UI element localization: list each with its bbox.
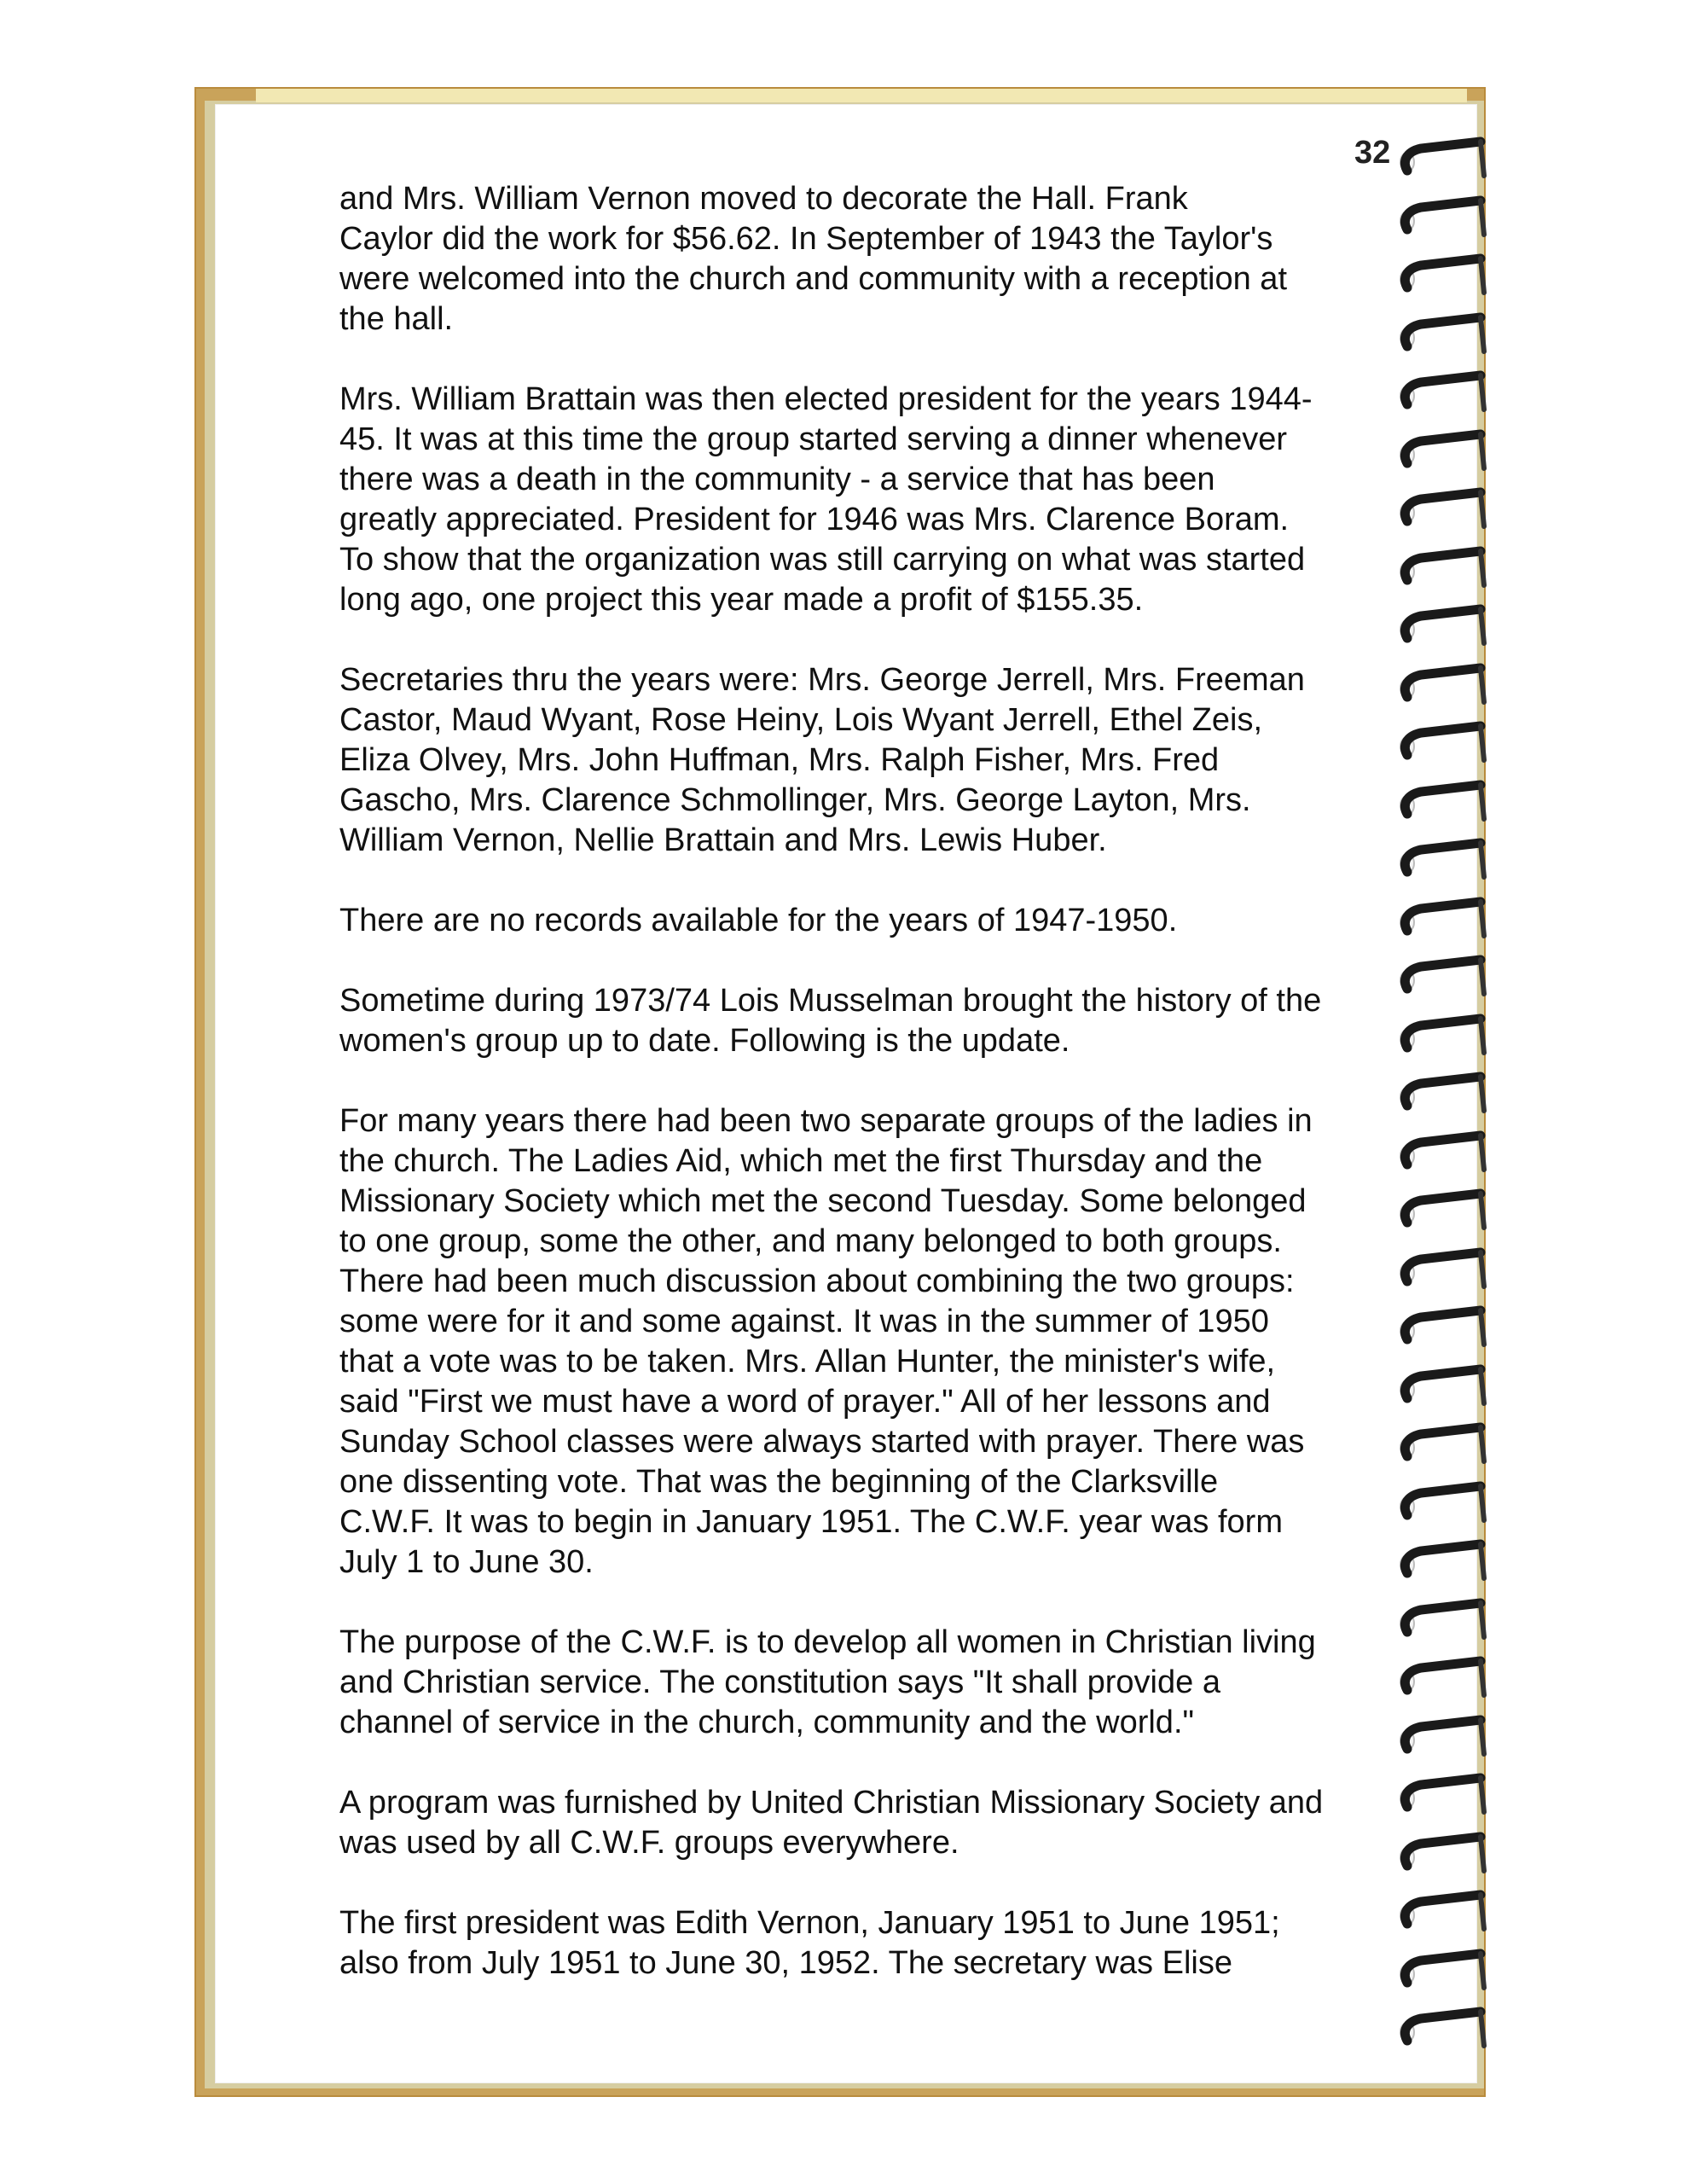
spiral-coil bbox=[1395, 1715, 1489, 1759]
spiral-coil bbox=[1395, 429, 1489, 473]
page-body bbox=[339, 179, 1397, 2024]
paragraph-no-records: There are no records available for the years of 1947-1950. bbox=[339, 903, 1178, 938]
spiral-coil bbox=[1395, 1949, 1489, 1993]
spiral-coil bbox=[1395, 370, 1489, 415]
paragraph-program: A program was furnished by United Christian Missionary Society and was used by all C.W.F. groups everywhere. bbox=[339, 1785, 1324, 1861]
spiral-coil bbox=[1395, 546, 1489, 590]
spiral-coil bbox=[1395, 1305, 1489, 1350]
spiral-coil bbox=[1395, 1364, 1489, 1409]
spiral-coil bbox=[1395, 1598, 1489, 1642]
spiral-coil bbox=[1395, 1832, 1489, 1876]
spiral-coil bbox=[1395, 663, 1489, 707]
spiral-coil bbox=[1395, 721, 1489, 765]
paragraph-hall-decoration: and Mrs. William Vernon moved to decorate the Hall. Frank Caylor did the work for $56.62. In September of 1943 the Taylor's were welcomed into the church and community with a reception at the hall. bbox=[339, 181, 1287, 337]
spiral-coil bbox=[1395, 1130, 1489, 1175]
spiral-binding bbox=[1395, 136, 1489, 2056]
spiral-coil bbox=[1395, 2007, 1489, 2051]
spiral-coil bbox=[1395, 136, 1489, 181]
spiral-coil bbox=[1395, 780, 1489, 824]
page-top-tab bbox=[256, 89, 1467, 102]
page-number: 32 bbox=[1354, 135, 1391, 171]
spiral-coil bbox=[1395, 1656, 1489, 1700]
paragraph-brattain-president: Mrs. William Brattain was then elected president for the years 1944- 45. It was at this time the group started serving a dinner whenever there was a death in the community - a service that has been greatly appreciated. President for 1946 was Mrs. Clarence Boram. To show that the organization was still carrying on what was started long ago, one project this year made a profit of $155.35. bbox=[339, 381, 1313, 618]
spiral-coil bbox=[1395, 897, 1489, 941]
spiral-coil bbox=[1395, 195, 1489, 240]
spiral-coil bbox=[1395, 1072, 1489, 1116]
spiral-coil bbox=[1395, 1773, 1489, 1817]
paragraph-first-president: The first president was Edith Vernon, January 1951 to June 1951; also from July 1951 to June 30, 1952. The secretary was Elise bbox=[339, 1905, 1280, 1981]
spiral-coil bbox=[1395, 253, 1489, 298]
spiral-coil bbox=[1395, 1539, 1489, 1583]
spiral-coil bbox=[1395, 1422, 1489, 1467]
paragraph-secretaries: Secretaries thru the years were: Mrs. George Jerrell, Mrs. Freeman Castor, Maud Wyant, Rose Heiny, Lois Wyant Jerrell, Ethel Zeis, Eliza Olvey, Mrs. John Huffman, Mrs. Ralph Fisher, Mrs. Fred Gascho, Mrs. Clarence Schmollinger, Mrs. George Layton, Mrs. William Vernon, Nellie Brattain and Mrs. Lewis Huber. bbox=[339, 662, 1305, 858]
spiral-coil bbox=[1395, 1188, 1489, 1233]
spiral-coil bbox=[1395, 1481, 1489, 1525]
paragraph-cwf-purpose: The purpose of the C.W.F. is to develop all women in Christian living and Christian service. The constitution says "It shall provide a channel of service in the church, community and the world." bbox=[339, 1624, 1316, 1740]
spiral-coil bbox=[1395, 1014, 1489, 1058]
spiral-coil bbox=[1395, 1890, 1489, 1934]
spiral-coil bbox=[1395, 838, 1489, 882]
spiral-coil bbox=[1395, 604, 1489, 648]
spiral-coil bbox=[1395, 1247, 1489, 1292]
spiral-coil bbox=[1395, 487, 1489, 531]
paragraph-two-groups: For many years there had been two separate groups of the ladies in the church. The Ladies Aid, which met the first Thursday and the Missionary Society which met the second Tuesday. Some belonged to one group, some the other, and many belonged to both groups. There had been much discussion about combining the two groups: some were for it and some against. It was in the summer of 1950 that a vote was to be taken. Mrs. Allan Hunter, the minister's wife, said "First we must have a word of prayer." All of her lessons and Sunday School classes were always started with prayer. There was one dissenting vote. That was the beginning of the Clarksville C.W.F. It was to begin in January 1951. The C.W.F. year was form July 1 to June 30. bbox=[339, 1103, 1313, 1580]
paragraph-musselman-update: Sometime during 1973/74 Lois Musselman brought the history of the women's group up to date. Following is the update. bbox=[339, 983, 1322, 1059]
spiral-coil bbox=[1395, 312, 1489, 357]
spiral-coil bbox=[1395, 955, 1489, 999]
